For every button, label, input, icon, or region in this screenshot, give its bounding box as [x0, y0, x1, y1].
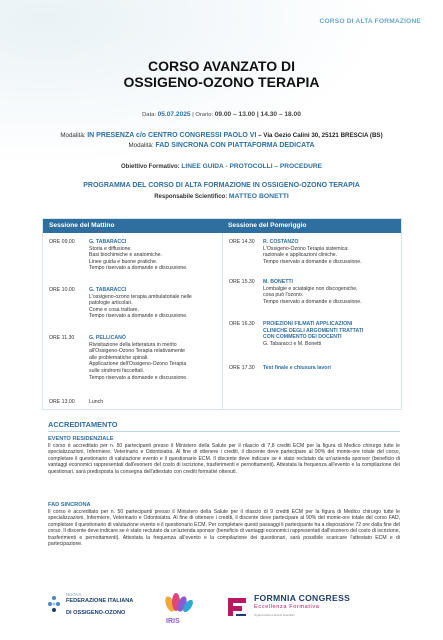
slot-text: Storia e diffusione. Basi biochimiche e anatomiche. Linee guida e buone pratiche. Tempo riservato a domande e discussione. [89, 245, 188, 272]
date-value: 05.07.2025 [157, 111, 191, 118]
slot-speaker: M. BONETTI [263, 279, 293, 285]
federation-logo [46, 590, 136, 630]
federation-nuova: NUOVA [66, 592, 82, 597]
slot-text: Rivisitazione della letteratura in merito all'Ossigeno-Ozono Terapia relativamente alle problematiche spinali. Applicazione dell'Ossigeno-Ozono Terapia sulle sindromi faccettali. Tempo riservato a domande e discussione. [89, 341, 188, 381]
modality-fad-text: FAD SINCRONA CON PIATTAFORMA DEDICATA [155, 142, 315, 149]
federation-emblem-icon [46, 594, 62, 616]
slot-time: ORE 11.30 [49, 335, 75, 341]
federation-sub: DI OSSIGENO-OZONO [66, 610, 126, 616]
objective [0, 163, 443, 170]
modality-label: Modalità: [60, 132, 86, 139]
background-gradient [0, 0, 443, 190]
residential-title: EVENTO RESIDENZIALE [48, 436, 114, 442]
slot-speaker: G. TABARACCI [89, 239, 127, 245]
formnia-tagline: Eccellenza Formativa [254, 604, 320, 610]
morning-column [43, 233, 223, 409]
footer-logos [0, 580, 443, 640]
slot-text: G. Tabaracci e M. Bonetti [263, 340, 322, 347]
afternoon-session-title: Sessione del Pomeriggio [222, 219, 401, 233]
formnia-small-text: Organizzazione Eventi Scientifici [254, 613, 295, 617]
scientific-lead-name: MATTEO BONETTI [228, 193, 289, 200]
slot-speaker: Test finale e chiusura lavori [263, 365, 331, 371]
slot-text: Lunch [89, 399, 104, 405]
slot-time: ORE 09.00 [49, 239, 75, 245]
slot-speaker: G. PELLICANÒ [89, 335, 126, 341]
modality-in-person [0, 132, 443, 139]
course-title [0, 58, 443, 90]
fad-title: FAD SINCRONA [48, 502, 91, 508]
slot-text: L'Ossigeno-Ozono Terapia sistemica: razionale e applicazioni cliniche. Tempo riservato a domande e discussione. [263, 245, 362, 265]
iris-logo-icon [158, 592, 198, 626]
formnia-logo [224, 592, 374, 628]
scientific-lead-label: Responsabile Scientifico: [154, 194, 228, 200]
modality-venue: IN PRESENZA c/o CENTRO CONGRESSI PAOLO VI [87, 132, 257, 139]
afternoon-column [223, 233, 403, 409]
modality-fad [0, 142, 443, 149]
modality-label-2: Modalità: [128, 142, 154, 149]
modality-address: – Via Gezio Calini 30, 25121 BRESCIA (BS) [258, 132, 383, 139]
slot-time: ORE 15.30 [229, 279, 255, 285]
residential-text: Il corso è accreditato per n. 50 partecipanti presso il Ministero della Salute per il rilascio di 7,8 crediti ECM per la figura di Medico chirurgo tutte le specializzazioni, Infermiere, Veterinario e Odontoiatra. Al fine di ottenere i crediti, il discente deve partecipare al 90% del monte-ore totale del corso, completare il questionario di valutazione evento e il questionario ECM. Il discente deve indicare se è stato reclutato da un'azienda sponsor (beneficio di vantaggi economici rappresentati dall'esonero del costo di iscrizione, trasferimenti e pernottamenti). Attestata la frequenza all'evento e la compilazione dei questionari, sarà predisposta la consegna dell'attestato con crediti formativi ottenuti. [48, 443, 400, 475]
scientific-lead [0, 193, 443, 200]
objective-label: Obiettivo Formativo: [120, 164, 180, 170]
slot-text: Lombalgie e sciatalgie non discogeniche, cosa può l'ozono. Tempo riservato a domande e discussione. [263, 285, 362, 305]
schedule-header [43, 219, 401, 233]
accreditation-divider [48, 431, 400, 432]
schedule-table [42, 218, 402, 410]
morning-session-title: Sessione del Mattino [43, 219, 222, 233]
program-title: PROGRAMMA DEL CORSO DI ALTA FORMAZIONE IN OSSIGENO-OZONO TERAPIA [83, 182, 360, 189]
federation-name: FEDERAZIONE ITALIANA [66, 598, 134, 604]
time-value: 09.00 – 13.00 | 14.30 – 18.00 [214, 111, 301, 118]
slot-speaker: R. COSTANZO [263, 239, 299, 245]
accreditation-title: ACCREDITAMENTO [48, 420, 118, 429]
date-line [0, 111, 443, 118]
slot-time: ORE 17.30 [229, 365, 255, 371]
title-line-2: OSSIGENO-OZONO TERAPIA [123, 74, 320, 90]
time-label: | Orario: [192, 112, 214, 118]
slot-time: ORE 10.00 [49, 287, 75, 293]
date-label: Data: [142, 112, 156, 118]
slot-time: ORE 14.30 [229, 239, 255, 245]
slot-speaker: G. TABARACCI [89, 287, 127, 293]
objective-value: LINEE GUIDA - PROTOCOLLI – PROCEDURE [181, 163, 323, 170]
header-label: CORSO DI ALTA FORMAZIONE [319, 18, 421, 25]
slot-time: ORE 16.30 [229, 321, 255, 327]
formnia-mark-icon [224, 594, 250, 620]
title-line-1: CORSO AVANZATO DI [148, 58, 295, 74]
slot-text: L'ossigeno-ozono terapia ambulatoriale nelle patologie articolari. Come e cosa trattare. Tempo riservato a domande e discussione. [89, 293, 192, 320]
iris-text: IRIS [166, 618, 180, 625]
fad-text: Il corso è accreditato per n. 50 partecipanti presso il Ministero della Salute per il rilascio di 9 crediti ECM per la figura di Medico chirurgo tutte le specializzazioni, Infermiere, Veterinario e Odontoiatra. Al fine di ottenere i crediti, il discente deve partecipare al 90% del monte-ore totale del corso FAD, completare il questionario di valutazione evento e il questionario ECM. Per completare questi passaggi il partecipante ha a disposizione 72 ore dalla fine del corso. Il discente deve indicare se è stato reclutato da un'azienda sponsor (beneficio di vantaggi economici rappresentati dall'esonero del costo di iscrizione, trasferimenti e pernottamenti). Attestata la frequenza all'evento e la compilazione dei questionari, sarà possibile scaricare l'attestato ECM e di partecipazione. [48, 509, 400, 548]
iris-logo [158, 592, 198, 626]
slot-speaker: PROIEZIONI FILMATI APPLICAZIONI CLINICHE DEGLI ARGOMENTI TRATTATI CON COMMENTO DEI DOCENTI [263, 321, 364, 341]
formnia-name: FORMNIA CONGRESS [254, 593, 351, 603]
slot-time: ORE 13.00 [49, 399, 75, 405]
